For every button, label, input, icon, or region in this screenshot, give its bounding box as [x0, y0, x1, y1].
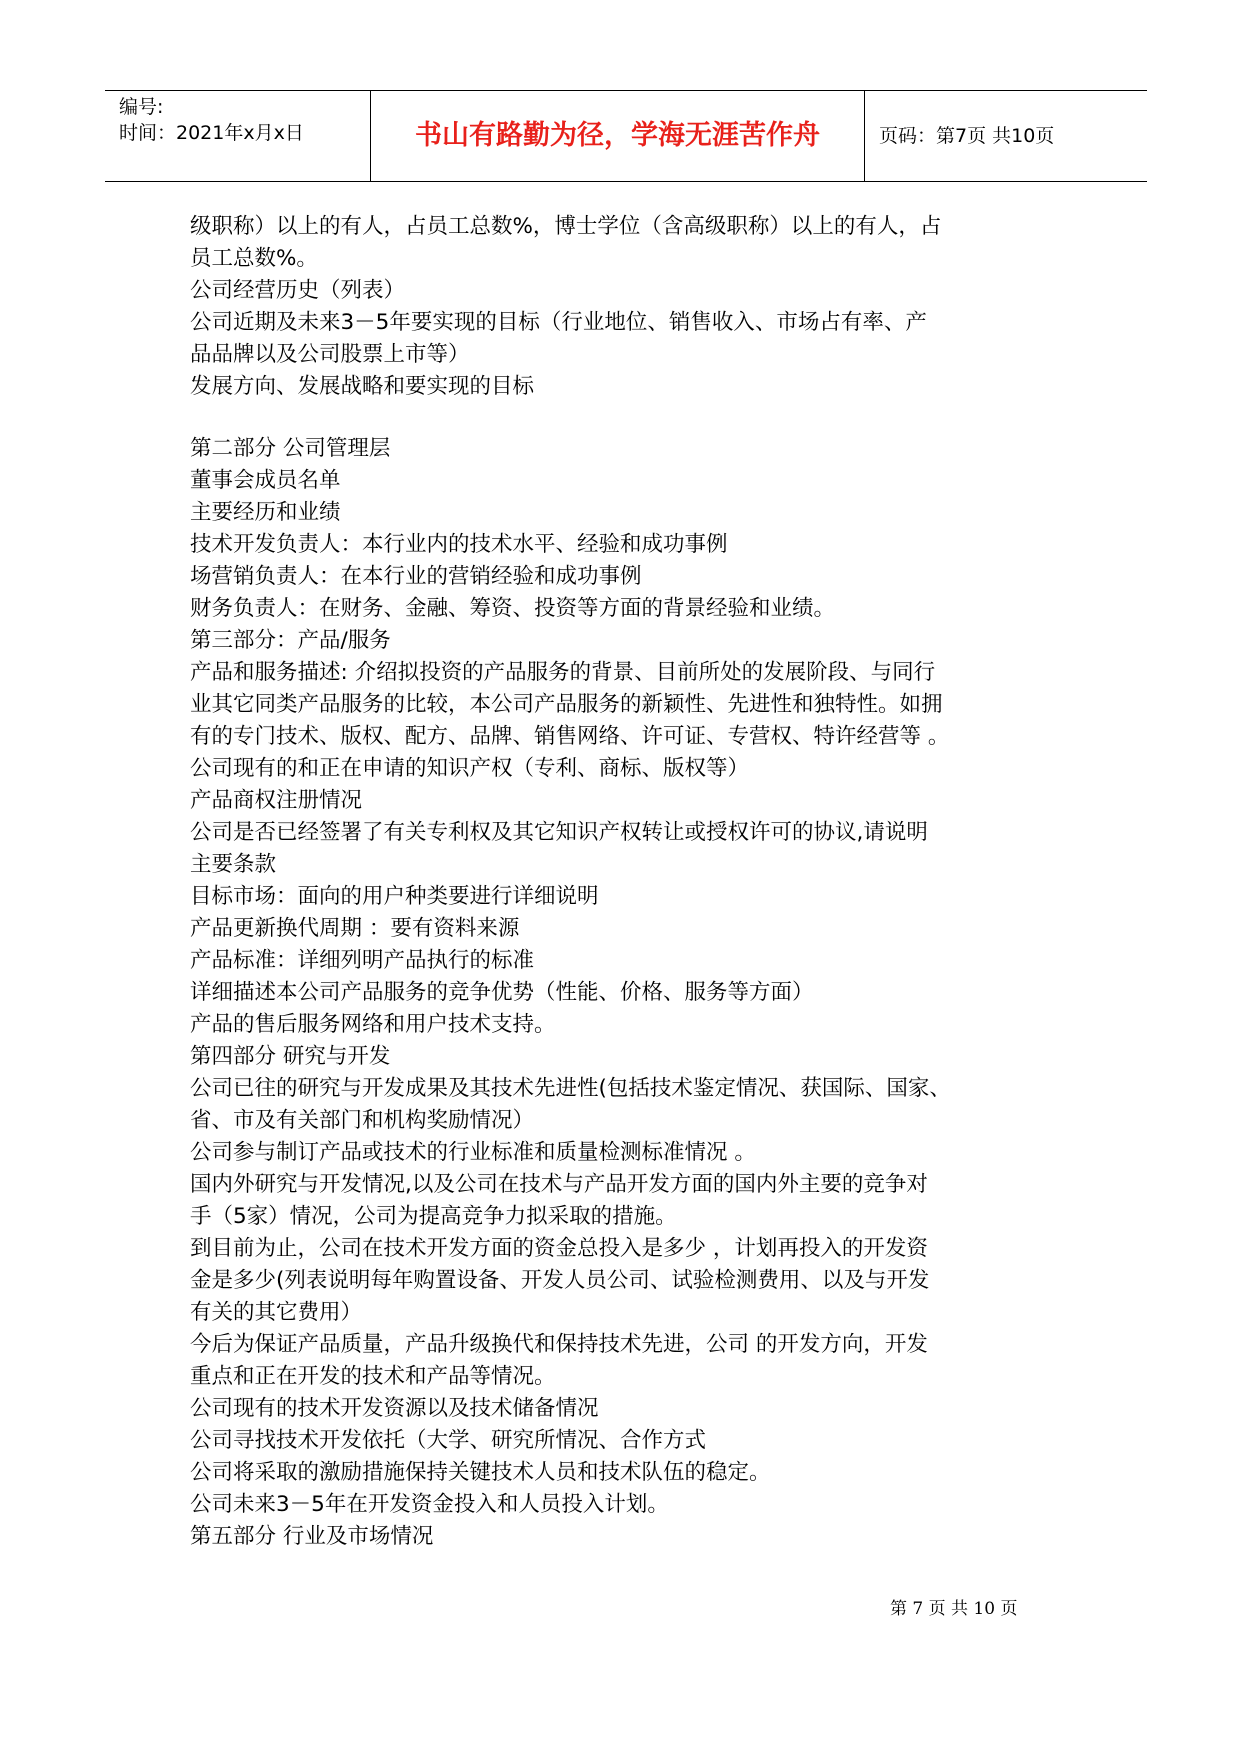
body-line: 公司未来3－5年在开发资金投入和人员投入计划。 — [190, 1492, 669, 1517]
motto-text: 书山有路勤为径，学海无涯苦作舟 — [415, 120, 820, 151]
body-line: 公司参与制订产品或技术的行业标准和质量检测标准情况 。 — [190, 1140, 756, 1165]
body-line: 公司近期及未来3－5年要实现的目标（行业地位、销售收入、市场占有率、产 — [190, 310, 927, 335]
body-line: 到目前为止，公司在技术开发方面的资金总投入是多少 ，计划再投入的开发资 — [190, 1236, 928, 1261]
header-motto-cell — [371, 91, 865, 181]
body-line: 详细描述本公司产品服务的竞争优势（性能、价格、服务等方面） — [190, 980, 814, 1005]
body-line: 公司现有的和正在申请的知识产权（专利、商标、版权等） — [190, 756, 750, 781]
blank-line — [190, 403, 1070, 433]
body-line: 级职称）以上的有人，占员工总数%，博士学位（含高级职称）以上的有人，占 — [190, 214, 942, 239]
body-line: 产品的售后服务网络和用户技术支持。 — [190, 1012, 556, 1037]
section-heading-part3: 第三部分：产品/服务 — [190, 628, 391, 653]
body-line: 金是多少(列表说明每年购置设备、开发人员公司、试验检测费用、以及与开发 — [190, 1268, 930, 1293]
body-line: 发展方向、发展战略和要实现的目标 — [190, 374, 535, 399]
body-line: 有的专门技术、版权、配方、品牌、销售网络、许可证、专营权、特许经营等 。 — [190, 724, 950, 749]
body-line: 公司将采取的激励措施保持关键技术人员和技术队伍的稳定。 — [190, 1460, 771, 1485]
body-line: 品品牌以及公司股票上市等） — [190, 342, 470, 367]
body-line: 公司寻找技术开发依托（大学、研究所情况、合作方式 — [190, 1428, 707, 1453]
body-line: 有关的其它费用） — [190, 1300, 363, 1325]
body-line: 董事会成员名单 — [190, 468, 341, 493]
body-line: 省、市及有关部门和机构奖励情况） — [190, 1108, 535, 1133]
body-line: 重点和正在开发的技术和产品等情况。 — [190, 1364, 556, 1389]
body-line: 公司是否已经签署了有关专利权及其它知识产权转让或授权许可的协议,请说明 — [190, 820, 928, 845]
body-line: 员工总数%。 — [190, 246, 318, 271]
body-line: 业其它同类产品服务的比较，本公司产品服务的新颖性、先进性和独特性。如拥 — [190, 692, 943, 717]
body-line: 主要条款 — [190, 852, 277, 877]
body-line: 国内外研究与开发情况,以及公司在技术与产品开发方面的国内外主要的竞争对 — [190, 1172, 928, 1197]
body-line: 产品和服务描述: 介绍拟投资的产品服务的背景、目前所处的发展阶段、与同行 — [190, 660, 936, 685]
section-heading-part4: 第四部分 研究与开发 — [190, 1044, 391, 1069]
serial-number-label: 编号: — [119, 96, 164, 118]
body-line: 财务负责人：在财务、金融、筹资、投资等方面的背景经验和业绩。 — [190, 596, 836, 621]
body-line: 场营销负责人：在本行业的营销经验和成功事例 — [190, 564, 642, 589]
body-line: 今后为保证产品质量，产品升级换代和保持技术先进，公司 的开发方向，开发 — [190, 1332, 928, 1357]
body-line: 产品标准：详细列明产品执行的标准 — [190, 948, 535, 973]
header-page-cell — [865, 91, 1147, 181]
body-line: 公司现有的技术开发资源以及技术储备情况 — [190, 1396, 599, 1421]
time-label: 时间：2021年x月x日 — [119, 122, 304, 144]
body-line: 公司已往的研究与开发成果及其技术先进性(包括技术鉴定情况、获国际、国家、 — [190, 1076, 951, 1101]
header-info-cell — [105, 91, 371, 181]
page-header — [105, 90, 1147, 182]
section-heading-part2: 第二部分 公司管理层 — [190, 436, 391, 461]
body-line: 产品商权注册情况 — [190, 788, 363, 813]
page-footer: 第 7 页 共 10 页 — [890, 1599, 1018, 1619]
body-line: 产品更新换代周期 ：要有资料来源 — [190, 916, 520, 941]
body-line: 手（5家）情况，公司为提高竞争力拟采取的措施。 — [190, 1204, 677, 1229]
body-line: 主要经历和业绩 — [190, 500, 341, 525]
document-body — [190, 211, 1070, 1553]
body-line: 技术开发负责人：本行业内的技术水平、经验和成功事例 — [190, 532, 728, 557]
body-line: 目标市场：面向的用户种类要进行详细说明 — [190, 884, 599, 909]
page-number-label: 页码：第7页 共10页 — [879, 125, 1055, 147]
section-heading-part5: 第五部分 行业及市场情况 — [190, 1524, 434, 1549]
body-line: 公司经营历史（列表） — [190, 278, 406, 303]
